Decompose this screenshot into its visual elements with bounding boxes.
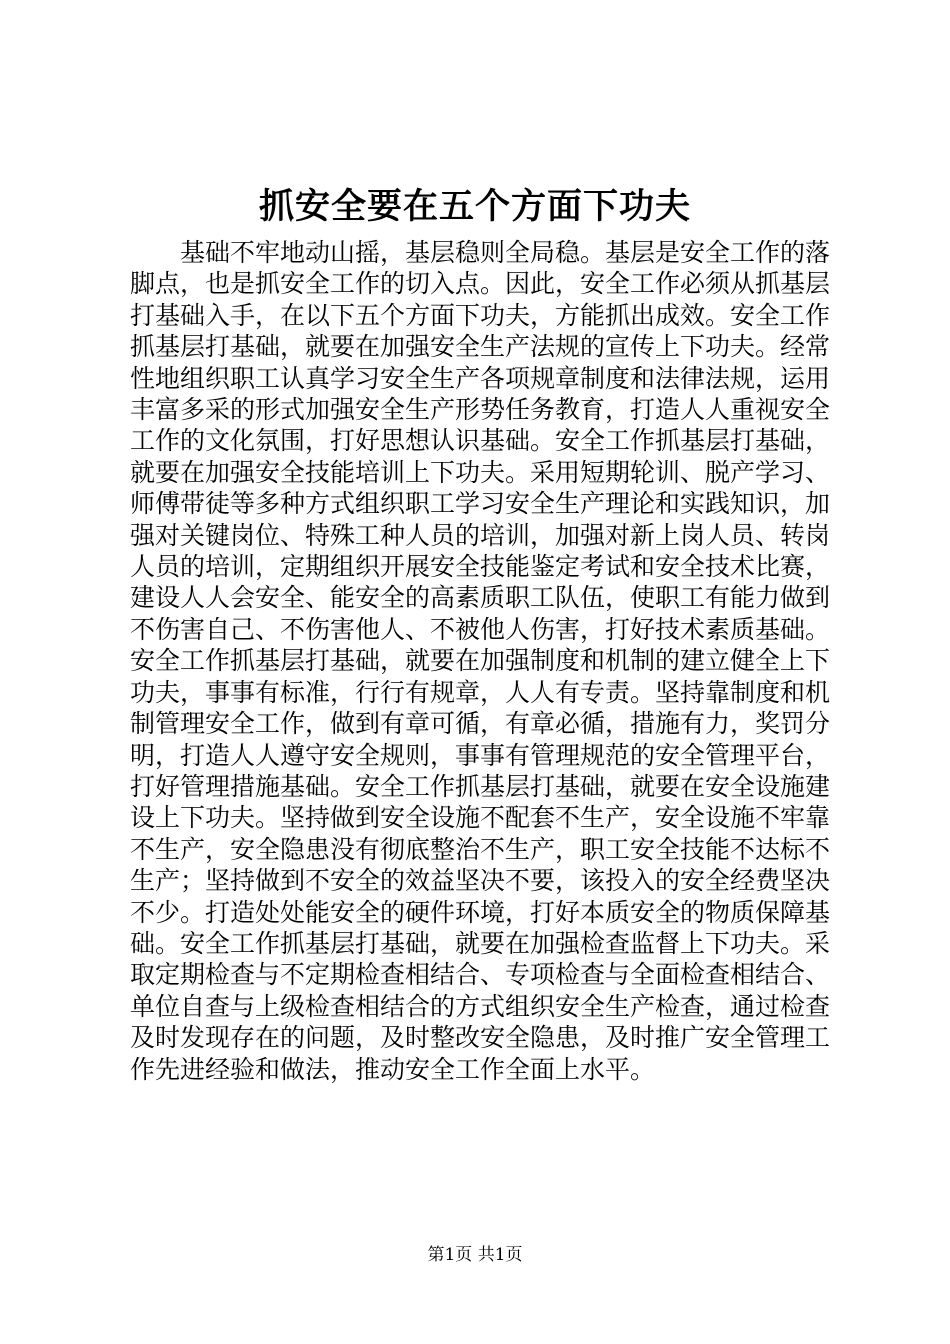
document-body-paragraph: 基础不牢地动山摇，基层稳则全局稳。基层是安全工作的落脚点，也是抓安全工作的切入点。因此，安全工作必须从抓基层打基础入手，在以下五个方面下功夫，方能抓出成效。安全工作抓基层打基础，就要在加强安全生产法规的宣传上下功夫。经常性地组织职工认真学习安全生产各项规章制度和法律法规，运用丰富多采的形式加强安全生产形势任务教育，打造人人重视安全工作的文化氛围，打好思想认识基础。安全工作抓基层打基础，就要在加强安全技能培训上下功夫。采用短期轮训、脱产学习、师傅带徒等多种方式组织职工学习安全生产理论和实践知识，加强对关键岗位、特殊工种人员的培训，加强对新上岗人员、转岗人员的培训，定期组织开展安全技能鉴定考试和安全技术比赛，建设人人会安全、能安全的高素质职工队伍，使职工有能力做到不伤害自己、不伤害他人、不被他人伤害，打好技术素质基础。安全工作抓基层打基础，就要在加强制度和机制的建立健全上下功夫，事事有标准，行行有规章，人人有专责。坚持靠制度和机制管理安全工作，做到有章可循，有章必循，措施有力，奖罚分明，打造人人遵守安全规则，事事有管理规范的安全管理平台，打好管理措施基础。安全工作抓基层打基础，就要在安全设施建设上下功夫。坚持做到安全设施不配套不生产，安全设施不牢靠不生产，安全隐患没有彻底整治不生产，职工安全技能不达标不生产；坚持做到不安全的效益坚决不要，该投入的安全经费坚决不少。打造处处能安全的硬件环境，打好本质安全的物质保障基础。安全工作抓基层打基础，就要在加强检查监督上下功夫。采取定期检查与不定期检查相结合、专项检查与全面检查相结合、单位自查与上级检查相结合的方式组织安全生产检查，通过检查及时发现存在的问题，及时整改安全隐患，及时推广安全管理工作先进经验和做法，推动安全工作全面上水平。 [130, 238, 831, 1084]
document-title: 抓安全要在五个方面下功夫 [258, 186, 691, 227]
page-number-footer: 第1页 共1页 [427, 1245, 523, 1265]
